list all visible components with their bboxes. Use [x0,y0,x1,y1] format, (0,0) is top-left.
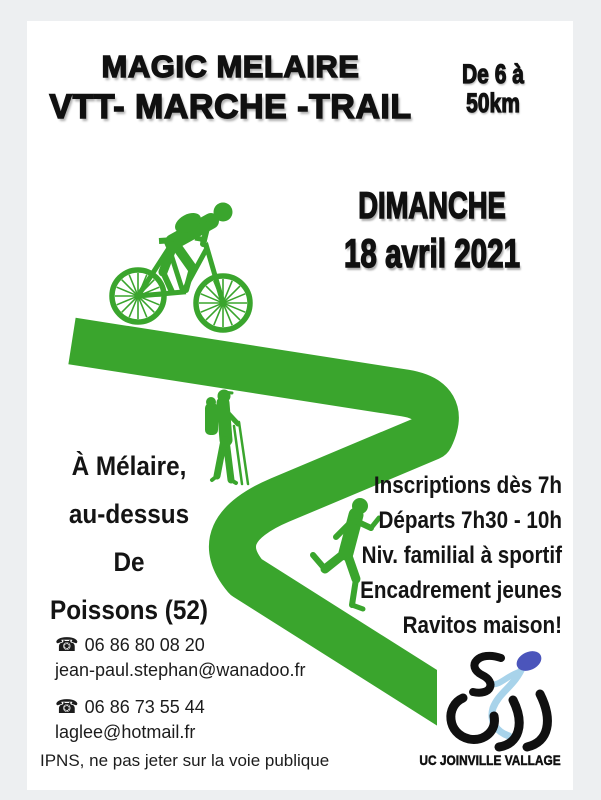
contact2-phone-number: 06 86 73 55 44 [84,697,205,717]
event-location [39,442,219,634]
location-line2: au-dessus [68,499,190,529]
event-info-list [354,468,562,643]
event-date-full: 18 avril 2021 [343,232,521,276]
location-line4: Poissons (52) [49,595,209,625]
club-logo-icon [437,642,573,754]
contact1-phone-number: 06 86 80 08 20 [84,635,205,655]
event-title-line1: MAGIC MELAIRE [101,49,360,84]
info-departs: Départs 7h30 - 10h [378,507,562,534]
event-poster [27,21,573,790]
contact2-phone [55,695,335,720]
distance-line2: 50km [466,88,520,118]
event-date [328,182,535,278]
info-inscriptions: Inscriptions dès 7h [373,472,562,499]
event-title-line2: VTT- MARCHE -TRAIL [49,88,412,126]
phone-icon: ☎ [55,635,79,656]
footer-note: IPNS, ne pas jeter sur la voie publique [40,751,330,770]
contact-block [55,633,335,745]
event-title [38,47,423,127]
info-ravitos: Ravitos maison! [402,612,562,639]
location-line1: À Mélaire, [71,451,187,481]
contact1-phone [55,633,335,658]
info-niveau: Niv. familial à sportif [361,542,562,569]
club-name: UC JOINVILLE VALLAGE [419,752,561,768]
event-date-day: DIMANCHE [358,185,506,226]
distance-range [442,60,543,118]
contact1-email: jean-paul.stephan@wanadoo.fr [55,660,306,680]
distance-line1: De 6 à [461,59,525,89]
info-encadrement: Encadrement jeunes [360,577,562,604]
mountain-biker-silhouette-icon [95,190,260,335]
phone-icon: ☎ [55,697,79,718]
contact2-email: laglee@hotmail.fr [55,722,196,742]
location-line3: De [113,547,145,577]
